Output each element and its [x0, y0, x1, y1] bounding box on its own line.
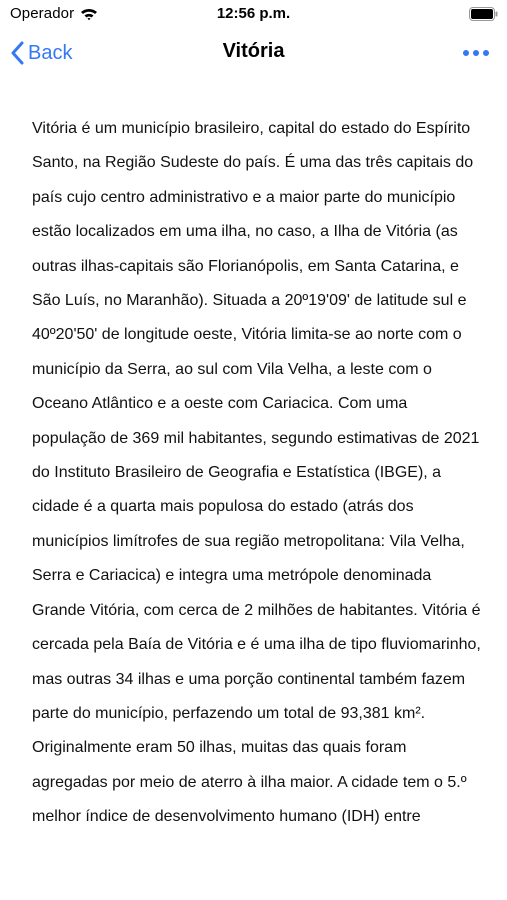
article-body: Vitória é um município brasileiro, capital do estado do Espírito Santo, na Região Sudeste do país. É uma das três capitais do país cujo centro administrativo e a maior parte do município estão localizados em uma ilha, no caso, a Ilha de Vitória (as outras ilhas-capitais são Florianópolis, em Santa Catarina, e São Luís, no Maranhão). Situada a 20º19'09' de latitude sul e 40º20'50' de longitude oeste, Vitória limita-se ao norte com o município da Serra, ao sul com Vila Velha, a leste com o Oceano Atlântico e a oeste com Cariacica. Com uma população de 369 mil habitantes, segundo estimativas de 2021 do Instituto Brasileiro de Geografia e Estatística (IBGE), a cidade é a quarta mais populosa do estado (atrás dos municípios limítrofes de sua região metropolitana: Vila Velha, Serra e Cariacica) e integra uma metrópole denominada Grande Vitória, com cerca de 2 milhões de habitantes. Vitória é cercada pela Baía de Vitória e é uma ilha de tipo fluviomarinho, mas outras 34 ilhas e uma porção continental também fazem parte do município, perfazendo um total de 93,381 km². Originalmente eram 50 ilhas, muitas das quais foram agregadas por meio de aterro à ilha maior. A cidade tem o 5.º melhor índice de desenvolvimento humano (IDH) entre [32, 120, 481, 826]
page-title: Vitória [222, 40, 285, 62]
navigation-bar [0, 30, 507, 76]
more-options-icon[interactable] [461, 43, 491, 63]
carrier-label: Operador [10, 5, 75, 22]
battery-icon [469, 7, 499, 21]
status-time: 12:56 p.m. [216, 5, 291, 22]
back-label: Back [28, 41, 73, 64]
status-bar [0, 0, 507, 28]
